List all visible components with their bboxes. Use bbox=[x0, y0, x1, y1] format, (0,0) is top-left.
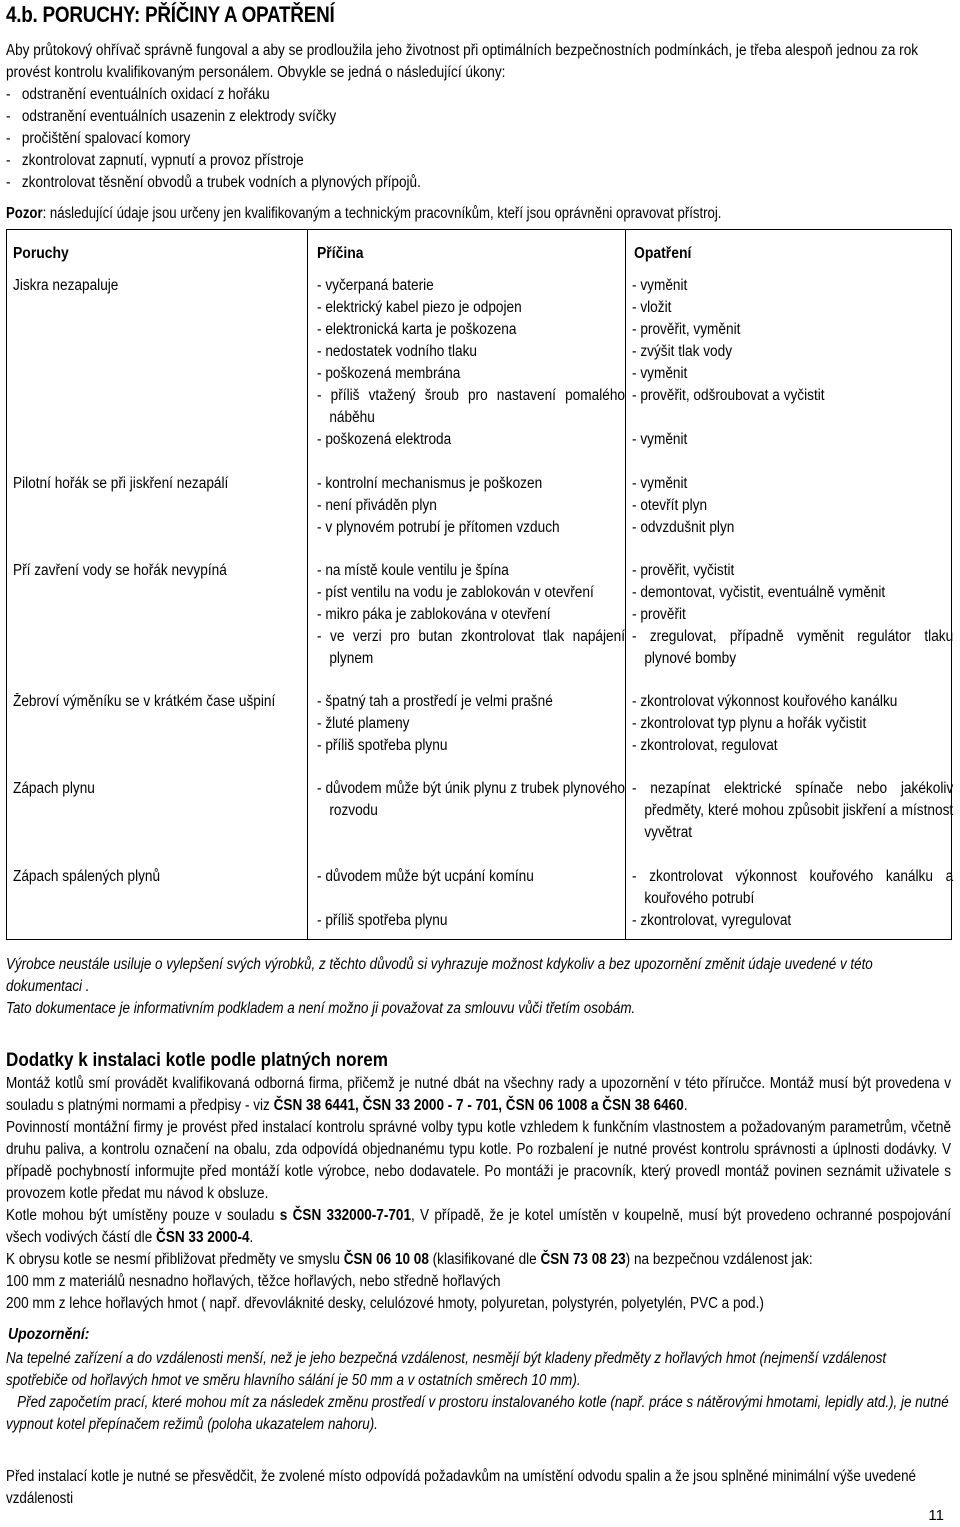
list-item: - zkontrolovat zapnutí, vypnutí a provoz přístroje bbox=[6, 150, 953, 172]
cause-item: - příliš spotřeba plynu bbox=[317, 910, 625, 932]
warning-block bbox=[6, 1348, 953, 1436]
cause-cell bbox=[317, 691, 625, 757]
norm-reference: ČSN 73 08 23 bbox=[540, 1251, 626, 1268]
cause-item: - důvodem může být únik plynu z trubek plynového rozvodu bbox=[317, 778, 625, 822]
action-cell bbox=[632, 866, 953, 932]
norm-reference: ČSN 38 6441, ČSN 33 2000 - 7 - 701, ČSN 06 1008 a ČSN 38 6460 bbox=[273, 1097, 684, 1114]
action-cell bbox=[632, 560, 953, 670]
action-item: - vyměnit bbox=[632, 363, 953, 385]
disclaimer-block bbox=[6, 954, 949, 1020]
text-span: ) na bezpečnou vzdálenost jak: bbox=[625, 1251, 813, 1268]
action-cell bbox=[632, 691, 953, 757]
addendum-paragraph bbox=[6, 1073, 951, 1117]
norm-reference: ČSN 06 10 08 bbox=[343, 1251, 429, 1268]
list-item: - zkontrolovat těsnění obvodů a trubek vodních a plynových přípojů. bbox=[6, 172, 953, 194]
addendum-paragraph: 100 mm z materiálů nesnadno hořlavých, těžce hořlavých, nebo středně hořlavých bbox=[6, 1273, 501, 1290]
action-item: - zkontrolovat typ plynu a hořák vyčistit bbox=[632, 713, 953, 735]
cause-item: - mikro páka je zablokována v otevření bbox=[317, 604, 625, 626]
action-item: - demontovat, vyčistit, eventuálně vyměnit bbox=[632, 582, 953, 604]
text-span: Kotle mohou být umístěny pouze v souladu bbox=[6, 1207, 280, 1224]
pozor-text: : následující údaje jsou určeny jen kvalifikovaným a technickým pracovníkům, kteří jsou oprávněni opravovat přístroj. bbox=[42, 205, 722, 222]
cause-item: - kontrolní mechanismus je poškozen bbox=[317, 473, 625, 495]
fault-cell: Žebroví výměníku se v krátkém čase ušpiní bbox=[13, 693, 276, 710]
text-span: . bbox=[683, 1097, 688, 1114]
addendum-paragraph bbox=[6, 1205, 951, 1249]
list-item: - odstranění eventuálních oxidací z hořáku bbox=[6, 84, 953, 106]
cause-item: - žluté plameny bbox=[317, 713, 625, 735]
action-item: - odvzdušnit plyn bbox=[632, 517, 953, 539]
addendum-paragraph: 200 mm z lehce hořlavých hmot ( např. dřevovláknité desky, celulózové hmoty, polyuretan, polystyrén, polyetylén, PVC a pod.) bbox=[6, 1295, 764, 1312]
action-item: - prověřit bbox=[632, 604, 953, 626]
cause-item: - příliš spotřeba plynu bbox=[317, 735, 625, 757]
action-item: - otevřít plyn bbox=[632, 495, 953, 517]
text-span: K obrysu kotle se nesmí přibližovat předměty ve smyslu bbox=[6, 1251, 344, 1268]
header-faults: Poruchy bbox=[13, 245, 69, 262]
final-note: Před instalací kotle je nutné se přesvědčit, že zvolené místo odpovídá požadavkům na umístění odvodu spalin a že jsou splněné minimální výše uvedené vzdálenosti bbox=[6, 1468, 917, 1507]
pozor-label: Pozor bbox=[6, 205, 43, 222]
addendum-paragraph bbox=[6, 1249, 951, 1271]
addendum-body bbox=[6, 1073, 951, 1315]
fault-cell: Zápach spálených plynů bbox=[13, 868, 161, 885]
action-item: - zkontrolovat, vyregulovat bbox=[632, 910, 953, 932]
cause-item: - elektronická karta je poškozena bbox=[317, 319, 625, 341]
fault-table bbox=[6, 229, 952, 940]
cause-item: - špatný tah a prostředí je velmi prašné bbox=[317, 691, 625, 713]
column-divider bbox=[307, 230, 308, 939]
action-item: - vyměnit bbox=[632, 429, 953, 451]
cause-item: - příliš vtažený šroub pro nastavení pomalého náběhu bbox=[317, 385, 625, 429]
norm-reference: ČSN 33 2000-4 bbox=[156, 1229, 250, 1246]
disclaimer-text: Tato dokumentace je informativním podkladem a není možno ji považovat za smlouvu vůči třetím osobám. bbox=[6, 1000, 636, 1017]
cause-item: - na místě koule ventilu je špína bbox=[317, 560, 625, 582]
action-item: - prověřit, vyčistit bbox=[632, 560, 953, 582]
cause-item: - důvodem může být ucpání komínu bbox=[317, 866, 625, 888]
disclaimer-text: Výrobce neustále usiluje o vylepšení svých výrobků, z těchto důvodů si vyhrazuje možnost kdykoliv a bez upozornění změnit údaje uvedené v této dokumentaci . bbox=[6, 956, 873, 995]
cause-item: - není přiváděn plyn bbox=[317, 495, 625, 517]
action-item: - prověřit, odšroubovat a vyčistit bbox=[632, 385, 953, 407]
text-span: Montáž kotlů smí provádět kvalifikovaná odborná firma, přičemž je nutné dbát na všechny rady a upozornění v této příručce. Montáž musí být provedena v souladu s platnými normami a předpisy - viz bbox=[6, 1075, 951, 1114]
cause-item: - píst ventilu na vodu je zablokován v otevření bbox=[317, 582, 625, 604]
cause-cell bbox=[317, 275, 625, 451]
cause-item: - vyčerpaná baterie bbox=[317, 275, 625, 297]
action-item: - prověřit, vyměnit bbox=[632, 319, 953, 341]
cause-item: - poškozená elektroda bbox=[317, 429, 625, 451]
text-span: , V případě, že je kotel umístěn v koupelně, musí být provedeno ochranné pospojování všech vodivých částí dle bbox=[6, 1207, 951, 1246]
action-item: - zkontrolovat výkonnost kouřového kanálku a kouřového potrubí bbox=[632, 866, 953, 910]
pozor-note bbox=[6, 205, 721, 223]
fault-cell: Pilotní hořák se při jiskření nezapálí bbox=[13, 475, 229, 492]
warning-title: Upozornění: bbox=[8, 1326, 90, 1343]
action-item: - zkontrolovat výkonnost kouřového kanálku bbox=[632, 691, 953, 713]
cause-item: - v plynovém potrubí je přítomen vzduch bbox=[317, 517, 625, 539]
cause-cell bbox=[317, 560, 625, 670]
header-actions: Opatření bbox=[634, 245, 692, 262]
page-number: 11 bbox=[928, 1507, 944, 1524]
section-heading: 4.b. PORUCHY: PŘÍČINY A OPATŘENÍ bbox=[6, 2, 335, 27]
cause-cell bbox=[317, 473, 625, 539]
action-item: - vyměnit bbox=[632, 275, 953, 297]
cause-cell bbox=[317, 778, 625, 822]
action-item: - zkontrolovat, regulovat bbox=[632, 735, 953, 757]
intro-text: Aby průtokový ohřívač správně fungoval a aby se prodloužila jeho životnost při optimálních bezpečnostních podmínkách, je třeba alespoň jednou za rok provést kontrolu kvalifikovaným personálem. Obvykle se jedná o následující úkony: bbox=[6, 42, 919, 81]
action-cell bbox=[632, 473, 953, 539]
action-item: - zvýšit tlak vody bbox=[632, 341, 953, 363]
fault-cell: Zápach plynu bbox=[13, 780, 95, 797]
cause-item: - nedostatek vodního tlaku bbox=[317, 341, 625, 363]
fault-cell: Pří zavření vody se hořák nevypíná bbox=[13, 562, 227, 579]
text-span: . bbox=[249, 1229, 254, 1246]
action-item: - nezapínat elektrické spínače nebo jakékoliv předměty, které mohou způsobit jiskření a místnost vyvětrat bbox=[632, 778, 953, 844]
cause-item: - poškozená membrána bbox=[317, 363, 625, 385]
list-item: - pročištění spalovací komory bbox=[6, 128, 953, 150]
warning-text: Před započetím prací, které mohou mít za následek změnu prostředí v prostoru instalovaného kotle (např. práce s nátěrovými hmotami, lepidly atd.), je nutné vypnout kotel přepínačem režimů (poloha ukazatelem nahoru). bbox=[6, 1394, 953, 1433]
action-item: - vložit bbox=[632, 297, 953, 319]
cause-cell bbox=[317, 866, 625, 932]
cause-item: - elektrický kabel piezo je odpojen bbox=[317, 297, 625, 319]
action-item: - vyměnit bbox=[632, 473, 953, 495]
column-divider bbox=[625, 230, 626, 939]
cause-item: - ve verzi pro butan zkontrolovat tlak napájení plynem bbox=[317, 626, 625, 670]
intro-block bbox=[6, 40, 953, 194]
action-cell bbox=[632, 778, 953, 844]
maintenance-list bbox=[6, 84, 953, 194]
addendum-paragraph: Povinností montážní firmy je provést před instalací kontrolu správné volby typu kotle vzhledem k funkčním vlastnostem a požadovaným parametrům, včetně druhu paliva, a kontrolu označení na obalu, zda odpovídá objednanému typu kotle. Po rozbalení je nutné provést kontrolu správnosti a úplnosti dodávky. V případě pochybností informujte před montáží kotle výrobce, nebo dodavatele. Po montáži je pracovník, který provedl montáž povinen seznámit uživatele s provozem kotle předat mu návod k obsluze. bbox=[6, 1119, 951, 1202]
fault-cell: Jiskra nezapaluje bbox=[13, 277, 119, 294]
action-item: - zregulovat, případně vyměnit regulátor tlaku plynové bomby bbox=[632, 626, 953, 670]
addendum-title: Dodatky k instalaci kotle podle platných norem bbox=[6, 1050, 389, 1071]
list-item: - odstranění eventuálních usazenin z elektrody svíčky bbox=[6, 106, 953, 128]
warning-text: Na tepelné zařízení a do vzdálenosti menší, než je jeho bezpečná vzdálenost, nesmějí být kladeny předměty z hořlavých hmot (nejmenší vzdálenost spotřebiče od hořlavých hmot ve směru hlavního sálání je 50 mm a v ostatních směrech 10 mm). bbox=[6, 1350, 887, 1389]
text-span: (klasifikované dle bbox=[428, 1251, 541, 1268]
action-cell bbox=[632, 275, 953, 451]
norm-reference: s ČSN 332000-7-701 bbox=[279, 1207, 411, 1224]
header-causes: Příčina bbox=[317, 245, 364, 262]
